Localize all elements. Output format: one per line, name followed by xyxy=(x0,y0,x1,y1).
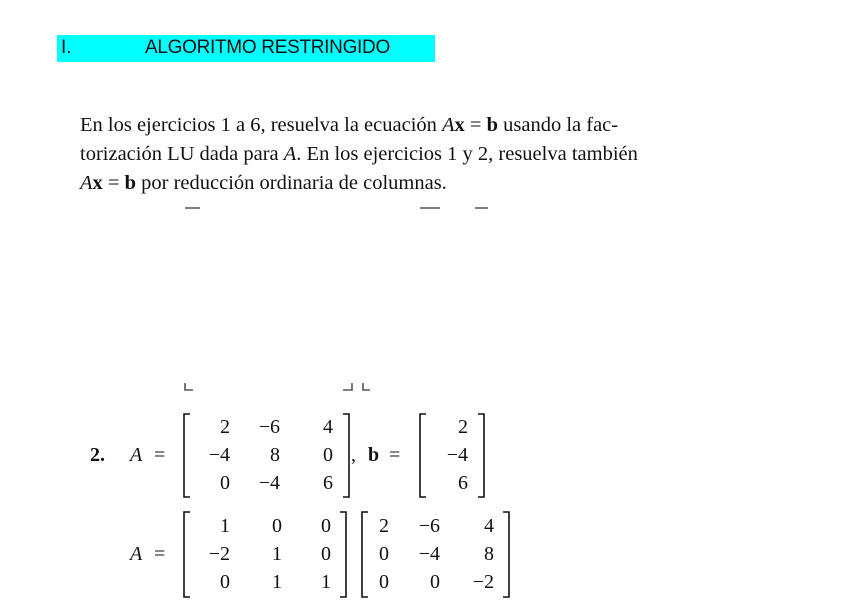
matrix-L-cell: 0 xyxy=(272,515,282,537)
matrix-U-cell: −6 xyxy=(418,515,440,537)
section-number: I. xyxy=(61,37,72,58)
text-run: por reducción ordinaria de columnas. xyxy=(136,172,447,194)
matrix-A-right-bracket xyxy=(343,414,349,497)
scan-artifact xyxy=(185,383,370,390)
matrix-A-cell: 8 xyxy=(270,444,280,466)
matrix-U-cell: 0 xyxy=(379,571,389,593)
matrix-L-cell: 1 xyxy=(220,515,230,537)
math-A: A xyxy=(283,143,297,165)
matrix-U-cell: −2 xyxy=(472,571,494,593)
equals-sign: = xyxy=(154,543,166,565)
math-b: b xyxy=(486,114,499,136)
exercise-number: 2. xyxy=(90,444,105,466)
vector-b-cell: −4 xyxy=(446,444,468,466)
text-run: En los ejercicios 1 a 6, resuelva la ecuación xyxy=(80,114,443,136)
matrix-A-label: A xyxy=(130,444,143,466)
math-x: x xyxy=(92,172,103,194)
matrix-A-cell: 6 xyxy=(323,472,333,494)
math-A: A xyxy=(80,172,93,194)
comma: , xyxy=(351,444,356,466)
matrix-U-cell: 0 xyxy=(379,543,389,565)
text-run: torización LU dada para xyxy=(80,143,284,165)
math-A: A xyxy=(442,114,455,136)
matrix-L-left-bracket xyxy=(184,512,190,597)
matrix-U-cell: −4 xyxy=(418,543,440,565)
matrix-U-cell: 0 xyxy=(430,571,440,593)
vector-b-left-bracket xyxy=(420,414,426,497)
matrix-A-cell: 4 xyxy=(323,416,333,438)
matrix-L-cell: 1 xyxy=(272,543,282,565)
matrix-U-cell: 2 xyxy=(379,515,389,537)
matrix-L-cell: 1 xyxy=(272,571,282,593)
vector-b-cell: 6 xyxy=(458,472,468,494)
math-equals: = xyxy=(464,114,487,136)
matrix-A-label: A xyxy=(130,543,143,565)
matrix-L-right-bracket xyxy=(340,512,346,597)
matrix-U-cell: 8 xyxy=(484,543,494,565)
matrix-L-cell: 1 xyxy=(321,571,331,593)
matrix-A-cell: −6 xyxy=(258,416,280,438)
equals-sign: = xyxy=(154,444,166,466)
matrix-U-right-bracket xyxy=(503,512,509,597)
matrix-A-cell: −4 xyxy=(208,444,230,466)
matrix-U-left-bracket xyxy=(362,512,368,597)
matrix-L-cell: 0 xyxy=(220,571,230,593)
text-run: usando la fac- xyxy=(498,114,619,136)
matrix-L-cell: −2 xyxy=(208,543,230,565)
vector-b-cell: 2 xyxy=(458,416,468,438)
section-title: ALGORITMO RESTRINGIDO xyxy=(145,37,390,58)
matrix-A-cell: −4 xyxy=(258,472,280,494)
equals-sign: = xyxy=(389,444,401,466)
matrix-A-cell: 0 xyxy=(220,472,230,494)
math-b: b xyxy=(124,172,136,194)
matrix-L-cell: 0 xyxy=(321,515,331,537)
math-x: x xyxy=(454,114,465,136)
matrix-U-cell: 4 xyxy=(484,515,494,537)
vector-b-label: b xyxy=(368,444,380,466)
vector-b-right-bracket xyxy=(478,414,484,497)
matrix-A-cell: 0 xyxy=(323,444,333,466)
math-equals: = xyxy=(102,172,125,194)
matrix-A-cell: 2 xyxy=(220,416,230,438)
text-run: . En los ejercicios 1 y 2, resuelva también xyxy=(296,143,638,165)
matrix-A-left-bracket xyxy=(184,414,190,497)
matrix-L-cell: 0 xyxy=(321,543,331,565)
